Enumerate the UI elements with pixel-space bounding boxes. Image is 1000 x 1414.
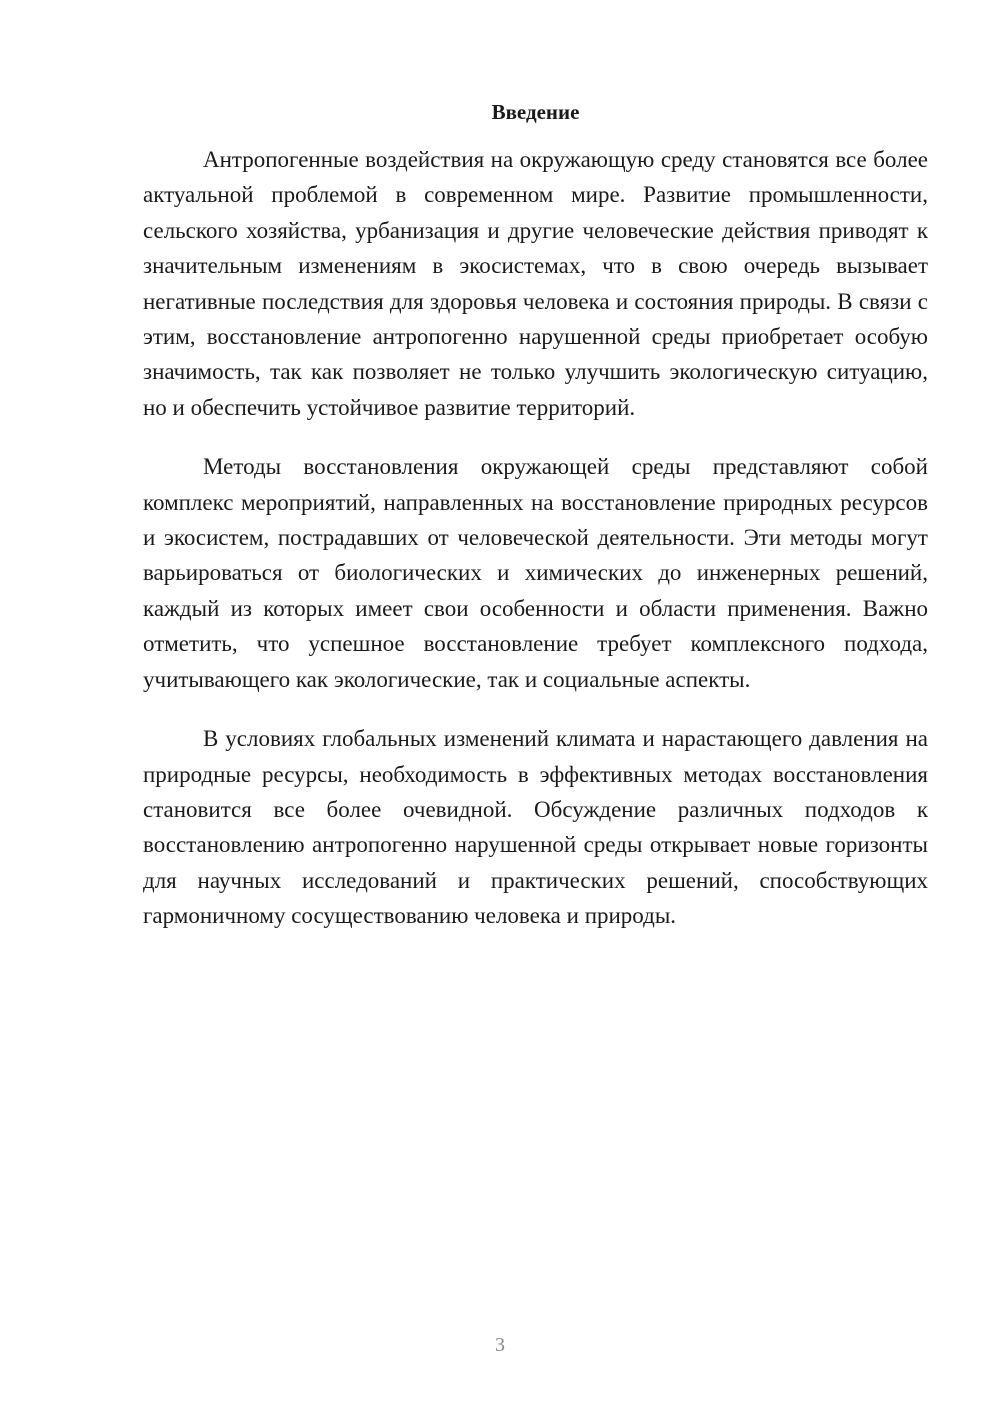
page-number: 3	[495, 1334, 505, 1356]
paragraph-3: В условиях глобальных изменений климата и нарастающего давления на природные ресурсы, необходимость в эффективных методах восстановления становится все более очевидной. Обсуждение различных подходов к восстановлению антропогенно нарушенной среды открывает новые горизонты для научных исследований и практических решений, способствующих гармоничному сосуществованию человека и природы.	[143, 726, 928, 929]
section-heading: Введение	[491, 100, 580, 124]
paragraph-2: Методы восстановления окружающей среды представляют собой комплекс мероприятий, направленных на восстановление природных ресурсов и экосистем, пострадавших от человеческой деятельности. Эти методы могут варьироваться от биологических и химических до инженерных решений, каждый из которых имеет свои особенности и области применения. Важно отметить, что успешное восстановление требует комплексного подхода, учитывающего как экологические, так и социальные аспекты.	[143, 454, 928, 692]
body-text	[143, 142, 928, 958]
paragraph-1: Антропогенные воздействия на окружающую среду становятся все более актуальной проблемой в современном мире. Развитие промышленности, сельского хозяйства, урбанизация и другие человеческие действия приводят к значительным изменениям в экосистемах, что в свою очередь вызывает негативные последствия для здоровья человека и состояния природы. В связи с этим, восстановление антропогенно нарушенной среды приобретает особую значимость, так как позволяет не только улучшить экологическую ситуацию, но и обеспечить устойчивое развитие территорий.	[143, 147, 928, 420]
